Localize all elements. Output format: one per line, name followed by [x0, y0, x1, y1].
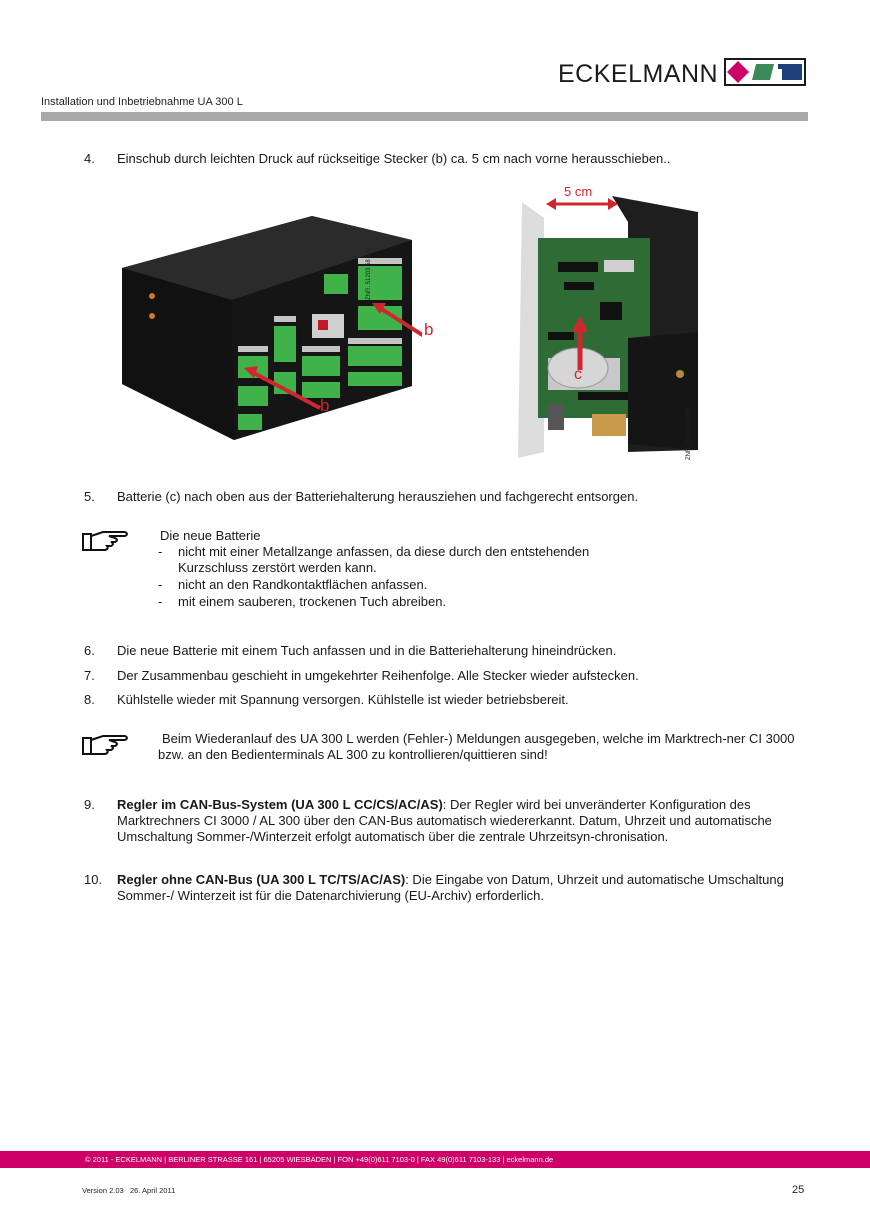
note-battery-item: nicht an den Randkontaktflächen anfassen. [178, 577, 428, 592]
step-number: 4. [84, 151, 95, 166]
page-number: 25 [792, 1184, 805, 1196]
note-battery-title: Die neue Batterie [160, 528, 261, 543]
note-battery-item: Kurzschluss zerstört werden kann. [178, 560, 377, 575]
znr-label-right: ZNR. 51203 58 030 [686, 407, 692, 460]
label-b-lower: b [320, 396, 330, 415]
step-text [117, 797, 817, 845]
label-b-upper: b [424, 320, 434, 339]
note-battery-item: mit einem sauberen, trockenen Tuch abreiben. [178, 594, 447, 609]
note-battery-dash: - [158, 544, 163, 559]
step-number: 9. [84, 797, 95, 812]
document-version: Version 2.03 26. April 2011 [82, 1186, 176, 1195]
step-number: 8. [84, 692, 95, 707]
step-body: : Die Eingabe von Datum, Uhrzeit und automatische Umschaltung Sommer-/ Winterzeit ist für die Datenarchivierung (EU-Archiv) erforderlich. [117, 872, 784, 903]
step-text: Die neue Batterie mit einem Tuch anfassen und in die Batteriehalterung hineindrücken. [117, 643, 617, 658]
document-subtitle: Installation und Inbetriebnahme UA 300 L [41, 96, 243, 108]
step-6 [84, 643, 824, 661]
note-battery-dash: - [158, 577, 163, 592]
photo-controller-open [508, 182, 698, 462]
step-number: 6. [84, 643, 95, 658]
step-number: 7. [84, 668, 95, 683]
note-battery-dash: - [158, 594, 163, 609]
step-7 [84, 668, 824, 686]
label-5cm: 5 cm [564, 184, 593, 199]
step-text: Batterie (c) nach oben aus der Batteriehalterung herausziehen und fachgerecht entsorgen. [117, 489, 639, 504]
znr-label-left: ZNR. 51203 58 430 [366, 247, 372, 300]
footer-copyright: © 2011 - ECKELMANN | BERLINER STRASSE 161 | 65205 WIESBADEN | FON +49(0)611 7103-0 | FAX 49(0)611 7103-133 | eckelmann.de [85, 1155, 554, 1164]
brand-logo-icon [724, 58, 806, 86]
step-heading: Regler ohne CAN-Bus (UA 300 L TC/TS/AC/AS) [117, 872, 406, 887]
photo-controller-back [112, 196, 434, 448]
step-9 [84, 797, 824, 867]
step-text: Der Zusammenbau geschieht in umgekehrter Reihenfolge. Alle Stecker wieder aufstecken. [117, 668, 639, 683]
step-text: Kühlstelle wieder mit Spannung versorgen. Kühlstelle ist wieder betriebsbereit. [117, 692, 569, 707]
step-text [117, 872, 817, 904]
pointing-hand-icon [81, 528, 131, 554]
header-divider [41, 112, 808, 121]
note-restart-text: Beim Wiederanlauf des UA 300 L werden (Fehler-) Meldungen ausgegeben, welche im Marktrech-ner CI 3000 bzw. an den Bedienterminals AL 300 zu kontrollieren/quittieren sind! [158, 731, 795, 762]
step-body: : Der Regler wird bei unveränderter Konfiguration des Marktrechners CI 3000 / AL 300 über den CAN-Bus automatisch wiedererkannt. Datum, Uhrzeit und automatische Umschaltung Sommer-/Winterzeit erfolgt automatisch über die zentrale Uhrzeitsyn-chronisation. [117, 797, 772, 844]
step-number: 5. [84, 489, 95, 504]
step-text: Einschub durch leichten Druck auf rückseitige Stecker (b) ca. 5 cm nach vorne herausschieben.. [117, 151, 671, 166]
step-4 [84, 151, 824, 169]
step-number: 10. [84, 872, 103, 887]
step-8 [84, 692, 824, 710]
pointing-hand-icon [81, 732, 131, 758]
step-5 [84, 489, 824, 507]
label-c: c [574, 366, 582, 383]
step-10 [84, 872, 824, 908]
note-battery-item: nicht mit einer Metallzange anfassen, da diese durch den entstehenden [178, 544, 590, 559]
brand-logo-text: ECKELMANN [558, 60, 719, 88]
step-heading: Regler im CAN-Bus-System (UA 300 L CC/CS/AC/AS) [117, 797, 443, 812]
